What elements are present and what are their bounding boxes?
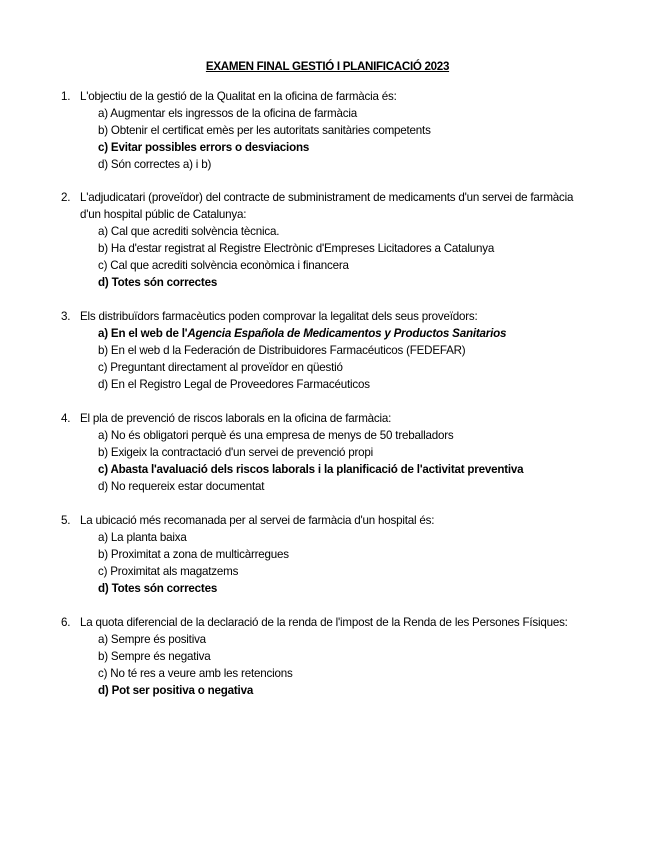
question-text: La ubicació més recomanada per al servei de farmàcia d'un hospital és: [80, 514, 435, 527]
option-b: b) Sempre és negativa [98, 650, 211, 663]
question-5 [0, 512, 655, 597]
question-1 [0, 88, 655, 173]
option-c: c) Preguntant directament al proveïdor en qüestió [98, 361, 343, 374]
question-text: La quota diferencial de la declaració de la renda de l'impost de la Renda de les Persones Físiques: [80, 616, 568, 629]
question-3 [0, 308, 655, 393]
question-text: El pla de prevenció de riscos laborals en la oficina de farmàcia: [80, 412, 392, 425]
option-d: d) Són correctes a) i b) [98, 158, 212, 171]
question-number: 3. [61, 310, 71, 323]
question-number: 1. [61, 90, 71, 103]
question-6 [0, 614, 655, 699]
question-number: 4. [61, 412, 71, 425]
option-d-correct: d) Totes són correctes [98, 276, 218, 289]
option-a: a) La planta baixa [98, 531, 187, 544]
question-4 [0, 410, 655, 495]
question-text: L'adjudicatari (proveïdor) del contracte de subministrament de medicaments d'un servei de farmàcia [80, 191, 574, 204]
question-text: L'objectiu de la gestió de la Qualitat en la oficina de farmàcia és: [80, 90, 397, 103]
option-d-correct: d) Totes són correctes [98, 582, 218, 595]
option-a: a) No és obligatori perquè és una empresa de menys de 50 treballadors [98, 429, 454, 442]
option-a-prefix: a) En el web de l' [98, 327, 188, 340]
question-2 [0, 189, 655, 291]
question-text-continued: d'un hospital públic de Catalunya: [80, 208, 247, 221]
option-c: c) Proximitat als magatzems [98, 565, 239, 578]
option-b: b) Obtenir el certificat emès per les autoritats sanitàries competents [98, 124, 431, 137]
option-c-correct: c) Evitar possibles errors o desviacions [98, 141, 310, 154]
option-d: d) No requereix estar documentat [98, 480, 265, 493]
option-c-correct: c) Abasta l'avaluació dels riscos laborals i la planificació de l'activitat preventiva [98, 463, 524, 476]
option-a: a) Cal que acrediti solvència tècnica. [98, 225, 280, 238]
question-number: 5. [61, 514, 71, 527]
question-number: 6. [61, 616, 71, 629]
option-c: c) No té res a veure amb les retencions [98, 667, 293, 680]
option-b: b) Exigeix la contractació d'un servei de prevenció propi [98, 446, 374, 459]
option-a-correct [0, 325, 655, 342]
option-d: d) En el Registro Legal de Proveedores Farmacéuticos [98, 378, 370, 391]
exam-title: EXAMEN FINAL GESTIÓ I PLANIFICACIÓ 2023 [205, 60, 450, 73]
option-b: b) En el web d la Federación de Distribuidores Farmacéuticos (FEDEFAR) [98, 344, 466, 357]
option-a: a) Sempre és positiva [98, 633, 206, 646]
option-c: c) Cal que acrediti solvència econòmica i financera [98, 259, 349, 272]
option-a: a) Augmentar els ingressos de la oficina de farmàcia [98, 107, 357, 120]
question-text: Els distribuïdors farmacèutics poden comprovar la legalitat dels seus proveïdors: [80, 310, 478, 323]
option-a-agency-name: Agencia Española de Medicamentos y Productos Sanitarios [187, 327, 507, 340]
option-b: b) Proximitat a zona de multicàrregues [98, 548, 289, 561]
option-b: b) Ha d'estar registrat al Registre Electrònic d'Empreses Licitadores a Catalunya [98, 242, 495, 255]
question-number: 2. [61, 191, 71, 204]
option-d-correct: d) Pot ser positiva o negativa [98, 684, 254, 697]
